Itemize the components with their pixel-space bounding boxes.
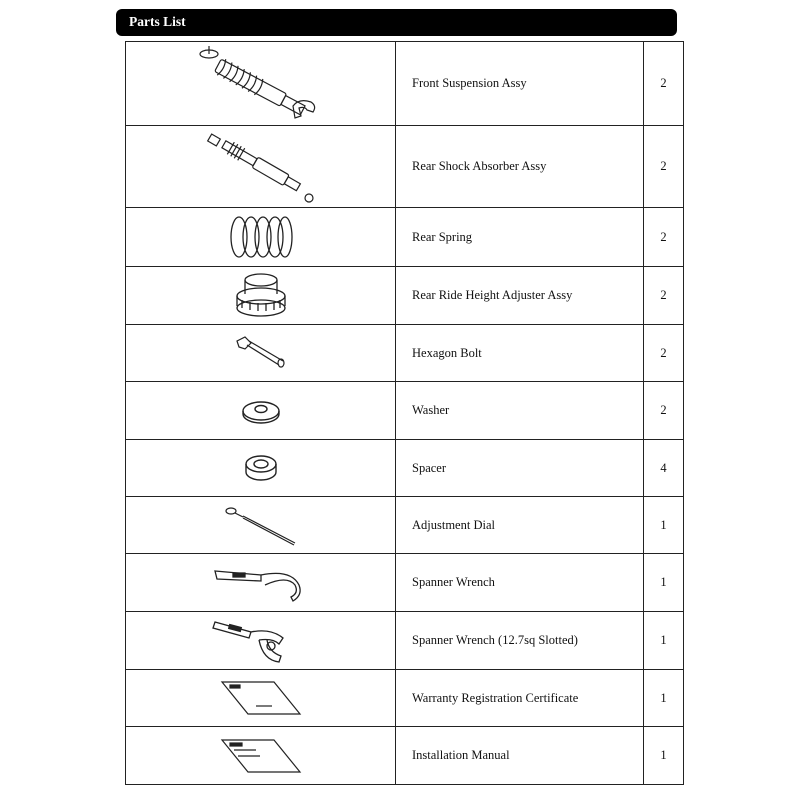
part-quantity: 2 <box>644 267 684 325</box>
part-quantity: 1 <box>644 670 684 727</box>
part-name: Rear Ride Height Adjuster Assy <box>396 267 644 325</box>
part-quantity: 1 <box>644 612 684 670</box>
table-row <box>126 554 684 612</box>
part-name: Spanner Wrench (12.7sq Slotted) <box>396 612 644 670</box>
part-name: Warranty Registration Certificate <box>396 670 644 727</box>
table-row <box>126 267 684 325</box>
front-suspension-icon <box>191 44 331 124</box>
part-image-cell <box>126 42 396 126</box>
slotted-spanner-wrench-icon <box>211 616 311 666</box>
adjustment-dial-icon <box>221 503 301 547</box>
part-image-cell <box>126 208 396 267</box>
part-name: Rear Shock Absorber Assy <box>396 126 644 208</box>
table-row <box>126 325 684 382</box>
part-image-cell <box>126 325 396 382</box>
table-row <box>126 440 684 497</box>
rear-spring-icon <box>221 211 301 263</box>
part-image-cell <box>126 267 396 325</box>
ride-height-adjuster-icon <box>226 270 296 322</box>
part-image-cell <box>126 612 396 670</box>
part-name: Hexagon Bolt <box>396 325 644 382</box>
part-quantity: 2 <box>644 382 684 440</box>
part-image-cell <box>126 670 396 727</box>
washer-icon <box>236 396 286 426</box>
table-row <box>126 612 684 670</box>
spanner-wrench-icon <box>211 563 311 603</box>
part-name: Spacer <box>396 440 644 497</box>
part-name: Rear Spring <box>396 208 644 267</box>
rear-shock-absorber-icon <box>191 128 331 206</box>
part-image-cell <box>126 554 396 612</box>
part-name: Installation Manual <box>396 727 644 785</box>
installation-manual-icon <box>216 734 306 778</box>
part-image-cell <box>126 382 396 440</box>
part-quantity: 2 <box>644 42 684 126</box>
part-image-cell <box>126 126 396 208</box>
parts-table <box>125 41 684 785</box>
part-name: Washer <box>396 382 644 440</box>
table-row <box>126 208 684 267</box>
part-name: Spanner Wrench <box>396 554 644 612</box>
part-image-cell <box>126 440 396 497</box>
part-quantity: 1 <box>644 727 684 785</box>
part-quantity: 2 <box>644 325 684 382</box>
part-quantity: 2 <box>644 126 684 208</box>
table-row <box>126 42 684 126</box>
table-row <box>126 497 684 554</box>
part-quantity: 2 <box>644 208 684 267</box>
spacer-icon <box>236 450 286 486</box>
table-row <box>126 126 684 208</box>
table-row <box>126 670 684 727</box>
hexagon-bolt-icon <box>231 333 291 373</box>
warranty-certificate-icon <box>216 676 306 720</box>
part-name: Adjustment Dial <box>396 497 644 554</box>
part-image-cell <box>126 727 396 785</box>
part-image-cell <box>126 497 396 554</box>
part-quantity: 4 <box>644 440 684 497</box>
table-row <box>126 727 684 785</box>
table-row <box>126 382 684 440</box>
parts-list-title: Parts List <box>129 14 186 29</box>
part-quantity: 1 <box>644 554 684 612</box>
part-name: Front Suspension Assy <box>396 42 644 126</box>
part-quantity: 1 <box>644 497 684 554</box>
parts-list-header <box>116 9 677 36</box>
